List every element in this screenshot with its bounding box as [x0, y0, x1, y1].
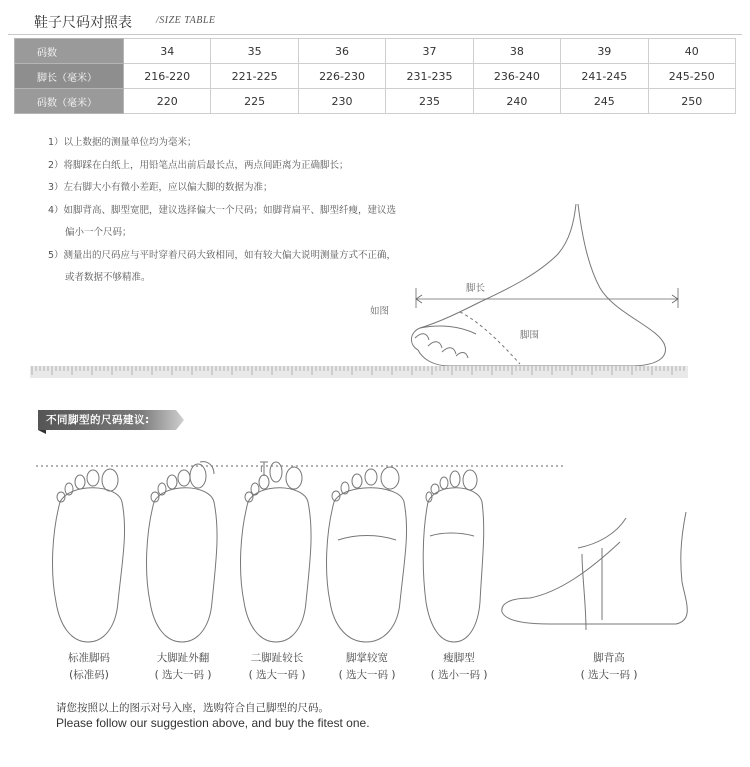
table-row: [15, 64, 736, 89]
bunion-foot-icon: [147, 462, 218, 642]
note-line: 3）左右脚大小有微小差距，应以偏大脚的数据为准；: [48, 182, 273, 193]
note-line: 1）以上数据的测量单位均为毫米；: [48, 137, 197, 148]
foot-type-1: [44, 650, 134, 684]
note-line: 4）如脚背高、脚型宽肥，建议选择偏大一个尺码；如脚背扁平、脚型纤瘦，建议选: [48, 204, 397, 216]
page-subtitle: /SIZE TABLE: [156, 15, 216, 26]
foot-type-name: 大脚趾外翻: [156, 652, 210, 664]
svg-text:I: I: [260, 465, 263, 475]
high-instep-foot-icon: [502, 512, 687, 630]
row-header: 脚长（毫米）: [15, 64, 124, 89]
table-cell: 241-245: [561, 64, 648, 89]
table-row: [15, 39, 736, 64]
foot-type-name: 脚掌较宽: [346, 652, 388, 664]
footer-note-cn: 请您按照以上的图示对号入座，选购符合自己脚型的尺码。: [56, 702, 329, 714]
table-cell: 250: [648, 89, 735, 114]
page-title: 鞋子尺码对照表: [34, 15, 132, 31]
note-line: 偏小一个尺码；: [65, 227, 132, 238]
foot-type-advice: ( 选小一码 ): [430, 669, 488, 681]
note-line: 2）将脚踩在白纸上，用铅笔点出前后最长点，两点间距离为正确脚长；: [48, 159, 349, 171]
table-cell: 216-220: [124, 64, 211, 89]
table-cell: 40: [648, 39, 735, 64]
table-cell: 35: [211, 39, 298, 64]
table-cell: 221-225: [211, 64, 298, 89]
foot-type-4: [322, 650, 412, 684]
foot-girth-label: 脚围: [520, 330, 540, 341]
title-bar: [8, 4, 742, 35]
foot-types-illustration: [30, 452, 710, 652]
table-cell: 230: [298, 89, 385, 114]
row-header: 码数（毫米）: [15, 89, 124, 114]
rutu-label: 如图: [370, 306, 390, 317]
side-foot-outline: [411, 204, 665, 366]
table-cell: 236-240: [473, 64, 560, 89]
foot-measure-diagram: [360, 196, 700, 374]
row-header: 码数: [15, 39, 124, 64]
slim-foot-icon: [423, 470, 483, 642]
ruler: [30, 366, 688, 378]
note-line: 5）测量出的尺码应与平时穿着尺码大致相同，如有较大偏大说明测量方式不正确，: [48, 249, 397, 261]
table-cell: 225: [211, 89, 298, 114]
foot-type-advice: ( 选大一码 ): [580, 669, 638, 681]
size-table: [14, 38, 736, 114]
foot-type-advice: ( 选大一码 ): [338, 669, 396, 681]
foot-type-advice: ( 选大一码 ): [154, 669, 212, 681]
foot-type-5: [414, 650, 504, 684]
table-cell: 231-235: [386, 64, 473, 89]
foot-length-label: 脚长: [466, 283, 486, 294]
foot-type-name: 瘦脚型: [443, 652, 475, 664]
table-cell: 34: [124, 39, 211, 64]
wide-foot-icon: [327, 467, 407, 642]
note-line: 或者数据不够精准。: [65, 272, 151, 283]
standard-foot-icon: [53, 469, 125, 642]
table-row: [15, 89, 736, 114]
table-cell: 245: [561, 89, 648, 114]
table-cell: 240: [473, 89, 560, 114]
table-cell: 226-230: [298, 64, 385, 89]
table-cell: 38: [473, 39, 560, 64]
suggestion-title: 不同脚型的尺码建议:: [46, 414, 150, 426]
foot-type-advice: (标准码): [69, 669, 109, 681]
table-cell: 37: [386, 39, 473, 64]
foot-type-2: [138, 650, 228, 684]
foot-type-3: [232, 650, 322, 684]
foot-type-advice: ( 选大一码 ): [248, 669, 306, 681]
table-cell: 39: [561, 39, 648, 64]
foot-type-name: 二脚趾较长: [250, 652, 304, 664]
long-second-toe-foot-icon: [241, 462, 312, 642]
table-cell: 235: [386, 89, 473, 114]
foot-type-name: 标准脚码: [68, 652, 110, 664]
table-cell: 220: [124, 89, 211, 114]
table-cell: 245-250: [648, 64, 735, 89]
table-cell: 36: [298, 39, 385, 64]
footer-note-en: Please follow our suggestion above, and buy the fitest one.: [56, 716, 370, 730]
foot-type-6: [564, 650, 654, 684]
suggestion-banner: [38, 406, 185, 434]
foot-type-name: 脚背高: [593, 652, 625, 664]
